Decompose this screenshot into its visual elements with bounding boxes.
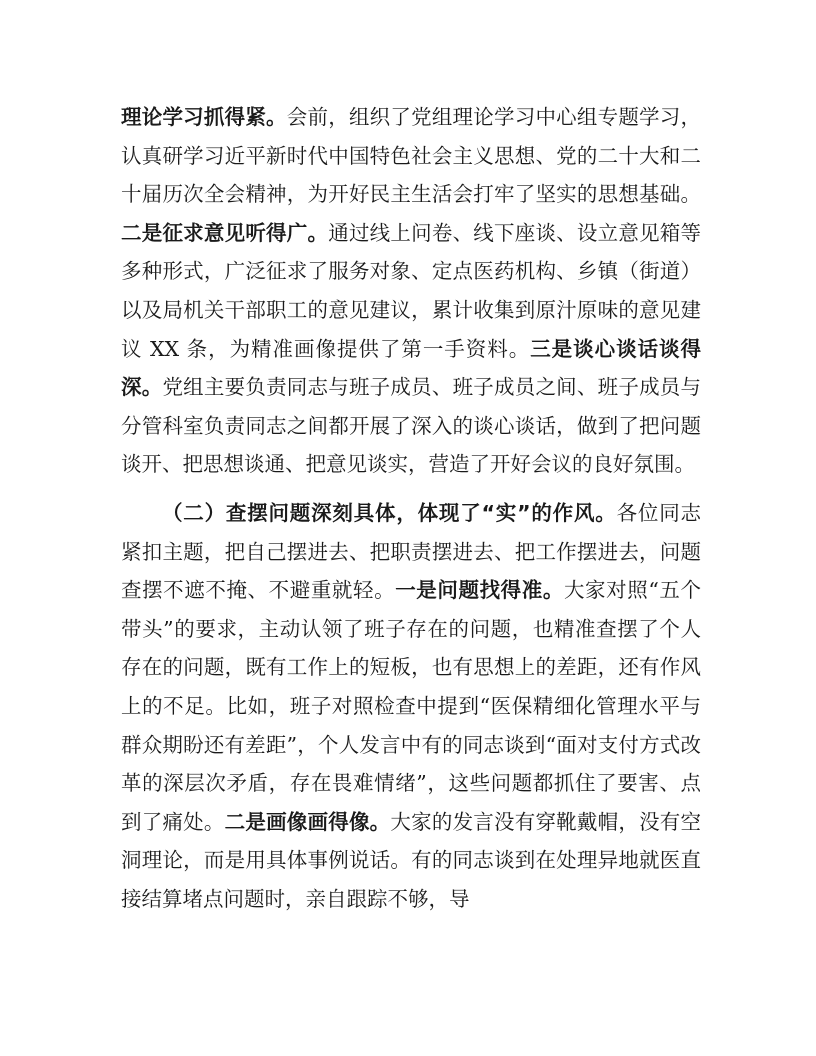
body-text: 通过线上问卷、线下座谈、设立意见箱等多种形式，广泛征求了服务对象、定点医药机构、乡镇（街道）以及局机关干部职工的意见建议，累计收集到原汁原味的意见建议 XX 条，为精准画像提供了第一手资料。 xyxy=(121,220,702,361)
body-text: 各位同志紧扣主题，把自己摆进去、把职责摆进去、把工作摆进去，问题查摆不遮不掩、不避重就轻。 xyxy=(121,500,701,603)
body-text: 党组主要负责同志与班子成员、班子成员之间、班子成员与分管科室负责同志之间都开展了深入的谈心谈话，做到了把问题谈开、把思想谈通、把意见谈实，营造了开好会议的良好氛围。 xyxy=(121,375,702,477)
heading-heart-to-heart-talks: 三是谈心谈话谈得深。 xyxy=(121,336,701,400)
heading-problems-accurate: 一是问题找得准。 xyxy=(395,578,564,603)
document-page xyxy=(121,98,701,918)
body-text: 会前，组织了党组理论学习中心组专题学习，认真研学习近平新时代中国特色社会主义思想、党的二十大和二十届历次全会精神，为开好民主生活会打牢了坚实的思想基础。 xyxy=(121,105,702,207)
section-heading-two: （二）查摆问题深刻具体，体现了“实”的作风。 xyxy=(162,500,617,525)
paragraph-study-preparation xyxy=(121,98,701,484)
heading-theory-study: 理论学习抓得紧。 xyxy=(121,105,287,129)
body-text: 大家的发言没有穿靴戴帽，没有空洞理论，而是用具体事例说话。有的同志谈到在处理异地就医直接结算堵点问题时，亲自跟踪不够，导 xyxy=(121,809,702,911)
heading-portrait-accurate: 二是画像画得像。 xyxy=(224,809,391,834)
paragraph-problem-finding xyxy=(121,494,701,919)
body-text: 大家对照“五个带头”的要求，主动认领了班子存在的问题，也精准查摆了个人存在的问题，既有工作上的短板，也有思想上的差距，还有作风上的不足。比如，班子对照检查中提到“医保精细化管理水平与群众期盼还有差距”，个人发言中有的同志谈到“面对支付方式改革的深层次矛盾，存在畏难情绪”，这些问题都抓住了要害、点到了痛处。 xyxy=(121,578,702,834)
heading-opinion-collection: 二是征求意见听得广。 xyxy=(121,220,329,245)
